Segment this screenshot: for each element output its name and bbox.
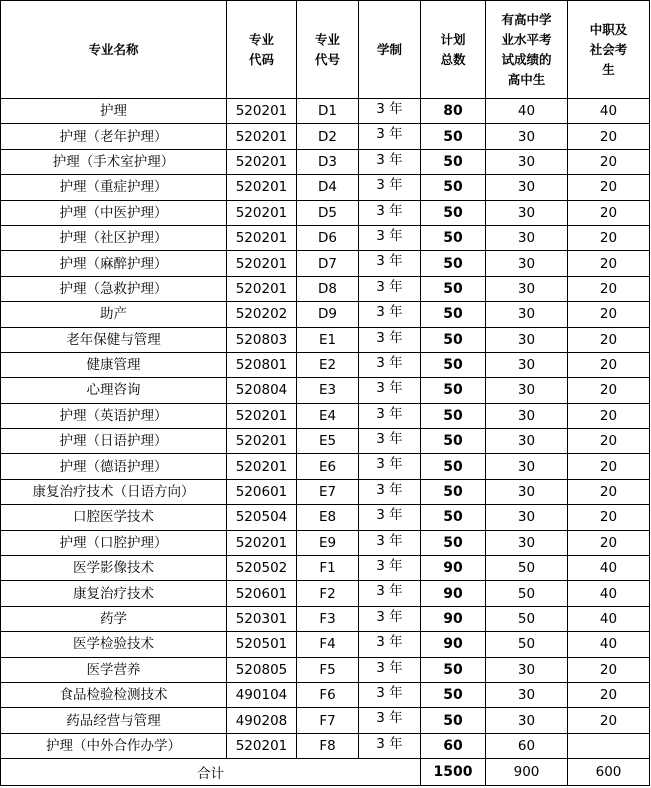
cell-study-length: 3 年 — [359, 606, 421, 631]
cell-plan-total: 90 — [421, 632, 486, 657]
cell-major-name: 护理（社区护理） — [1, 225, 227, 250]
cell-study-length: 3 年 — [359, 327, 421, 352]
header-row — [1, 1, 650, 99]
cell-major-code: 490104 — [227, 682, 297, 707]
cell-plan-total: 50 — [421, 403, 486, 428]
cell-plan-total: 50 — [421, 175, 486, 200]
cell-major-name: 康复治疗技术 — [1, 581, 227, 606]
cell-plan-total: 50 — [421, 276, 486, 301]
cell-major-code: 520803 — [227, 327, 297, 352]
cell-major-name: 健康管理 — [1, 352, 227, 377]
cell-major-code: 520805 — [227, 657, 297, 682]
cell-major-number: D5 — [297, 200, 359, 225]
cell-study-length: 3 年 — [359, 124, 421, 149]
cell-vocational: 20 — [568, 530, 650, 555]
cell-major-name: 护理（急救护理） — [1, 276, 227, 301]
cell-study-length: 3 年 — [359, 175, 421, 200]
cell-major-code: 520201 — [227, 276, 297, 301]
table-row — [1, 606, 650, 631]
cell-major-number: F2 — [297, 581, 359, 606]
cell-major-code: 520201 — [227, 200, 297, 225]
table-row — [1, 708, 650, 733]
table-row — [1, 505, 650, 530]
cell-major-name: 护理（重症护理） — [1, 175, 227, 200]
table-row — [1, 352, 650, 377]
table-row — [1, 149, 650, 174]
cell-major-code: 520201 — [227, 225, 297, 250]
cell-plan-total: 50 — [421, 530, 486, 555]
cell-major-code: 520201 — [227, 124, 297, 149]
cell-high-school: 30 — [486, 657, 568, 682]
cell-major-number: F4 — [297, 632, 359, 657]
cell-high-school: 30 — [486, 276, 568, 301]
cell-major-number: E7 — [297, 479, 359, 504]
cell-major-number: F8 — [297, 733, 359, 758]
cell-major-number: E2 — [297, 352, 359, 377]
cell-vocational: 20 — [568, 276, 650, 301]
cell-vocational: 40 — [568, 606, 650, 631]
cell-major-code: 520601 — [227, 479, 297, 504]
cell-vocational: 20 — [568, 327, 650, 352]
cell-study-length: 3 年 — [359, 454, 421, 479]
cell-study-length: 3 年 — [359, 378, 421, 403]
table-row — [1, 556, 650, 581]
cell-high-school: 50 — [486, 556, 568, 581]
cell-vocational: 20 — [568, 657, 650, 682]
cell-study-length: 3 年 — [359, 556, 421, 581]
cell-study-length: 3 年 — [359, 505, 421, 530]
cell-high-school: 30 — [486, 682, 568, 707]
cell-high-school: 30 — [486, 378, 568, 403]
table-body — [1, 99, 650, 759]
cell-vocational — [568, 733, 650, 758]
cell-study-length: 3 年 — [359, 99, 421, 124]
cell-plan-total: 50 — [421, 352, 486, 377]
cell-major-code: 520801 — [227, 352, 297, 377]
cell-vocational: 20 — [568, 682, 650, 707]
table-row — [1, 454, 650, 479]
cell-major-name: 医学影像技术 — [1, 556, 227, 581]
cell-vocational: 40 — [568, 556, 650, 581]
cell-plan-total: 50 — [421, 327, 486, 352]
table-row — [1, 581, 650, 606]
cell-study-length: 3 年 — [359, 581, 421, 606]
cell-vocational: 40 — [568, 581, 650, 606]
cell-major-code: 520504 — [227, 505, 297, 530]
table-row — [1, 302, 650, 327]
cell-major-code: 520502 — [227, 556, 297, 581]
cell-study-length: 3 年 — [359, 251, 421, 276]
cell-plan-total: 50 — [421, 149, 486, 174]
cell-major-code: 520202 — [227, 302, 297, 327]
cell-plan-total: 50 — [421, 302, 486, 327]
cell-vocational: 40 — [568, 99, 650, 124]
header-study-length: 学制 — [359, 1, 421, 99]
cell-major-name: 食品检验检测技术 — [1, 682, 227, 707]
cell-major-number: F7 — [297, 708, 359, 733]
cell-plan-total: 80 — [421, 99, 486, 124]
cell-high-school: 30 — [486, 429, 568, 454]
cell-major-code: 520601 — [227, 581, 297, 606]
cell-major-number: E1 — [297, 327, 359, 352]
header-major-number: 专业 代号 — [297, 1, 359, 99]
cell-high-school: 30 — [486, 454, 568, 479]
cell-study-length: 3 年 — [359, 225, 421, 250]
table-row — [1, 327, 650, 352]
cell-major-name: 护理（老年护理） — [1, 124, 227, 149]
table-row — [1, 124, 650, 149]
cell-study-length: 3 年 — [359, 733, 421, 758]
cell-vocational: 20 — [568, 200, 650, 225]
cell-study-length: 3 年 — [359, 479, 421, 504]
cell-major-code: 520201 — [227, 429, 297, 454]
header-major-name: 专业名称 — [1, 1, 227, 99]
cell-plan-total: 60 — [421, 733, 486, 758]
cell-high-school: 30 — [486, 251, 568, 276]
cell-vocational: 20 — [568, 352, 650, 377]
cell-major-name: 心理咨询 — [1, 378, 227, 403]
cell-high-school: 30 — [486, 149, 568, 174]
cell-major-code: 520201 — [227, 733, 297, 758]
cell-major-name: 医学检验技术 — [1, 632, 227, 657]
table-row — [1, 632, 650, 657]
cell-high-school: 30 — [486, 530, 568, 555]
table-row — [1, 200, 650, 225]
table-header — [1, 1, 650, 99]
cell-study-length: 3 年 — [359, 632, 421, 657]
cell-study-length: 3 年 — [359, 682, 421, 707]
cell-plan-total: 50 — [421, 225, 486, 250]
cell-major-number: F6 — [297, 682, 359, 707]
cell-vocational: 20 — [568, 454, 650, 479]
cell-study-length: 3 年 — [359, 302, 421, 327]
cell-plan-total: 50 — [421, 124, 486, 149]
cell-study-length: 3 年 — [359, 200, 421, 225]
cell-vocational: 20 — [568, 225, 650, 250]
cell-major-number: E8 — [297, 505, 359, 530]
total-label: 合计 — [1, 759, 421, 786]
cell-major-name: 康复治疗技术（日语方向） — [1, 479, 227, 504]
cell-high-school: 30 — [486, 200, 568, 225]
table-row — [1, 276, 650, 301]
cell-plan-total: 50 — [421, 505, 486, 530]
cell-high-school: 30 — [486, 479, 568, 504]
cell-major-number: D7 — [297, 251, 359, 276]
cell-major-number: D9 — [297, 302, 359, 327]
cell-plan-total: 50 — [421, 429, 486, 454]
cell-major-number: E3 — [297, 378, 359, 403]
table-row — [1, 733, 650, 758]
cell-major-name: 护理（手术室护理） — [1, 149, 227, 174]
cell-major-number: D1 — [297, 99, 359, 124]
cell-major-code: 490208 — [227, 708, 297, 733]
cell-high-school: 30 — [486, 352, 568, 377]
cell-major-number: E4 — [297, 403, 359, 428]
cell-major-code: 520201 — [227, 530, 297, 555]
cell-major-name: 护理（中外合作办学） — [1, 733, 227, 758]
cell-major-number: D6 — [297, 225, 359, 250]
cell-vocational: 20 — [568, 124, 650, 149]
total-row — [1, 759, 650, 786]
cell-major-number: E9 — [297, 530, 359, 555]
cell-major-number: D2 — [297, 124, 359, 149]
cell-major-code: 520301 — [227, 606, 297, 631]
table-row — [1, 403, 650, 428]
cell-high-school: 30 — [486, 327, 568, 352]
cell-major-name: 老年保健与管理 — [1, 327, 227, 352]
cell-study-length: 3 年 — [359, 403, 421, 428]
cell-vocational: 20 — [568, 302, 650, 327]
cell-plan-total: 50 — [421, 200, 486, 225]
cell-major-number: D8 — [297, 276, 359, 301]
cell-plan-total: 90 — [421, 581, 486, 606]
cell-vocational: 20 — [568, 403, 650, 428]
cell-major-name: 助产 — [1, 302, 227, 327]
cell-major-code: 520201 — [227, 175, 297, 200]
table-row — [1, 99, 650, 124]
cell-high-school: 50 — [486, 606, 568, 631]
cell-vocational: 20 — [568, 505, 650, 530]
header-plan-total: 计划 总数 — [421, 1, 486, 99]
cell-major-name: 口腔医学技术 — [1, 505, 227, 530]
cell-major-name: 护理 — [1, 99, 227, 124]
cell-major-name: 医学营养 — [1, 657, 227, 682]
header-vocational-students: 中职及 社会考 生 — [568, 1, 650, 99]
cell-major-code: 520201 — [227, 251, 297, 276]
cell-study-length: 3 年 — [359, 352, 421, 377]
cell-vocational: 40 — [568, 632, 650, 657]
cell-major-number: D4 — [297, 175, 359, 200]
table-row — [1, 530, 650, 555]
cell-major-name: 护理（麻醉护理） — [1, 251, 227, 276]
cell-plan-total: 50 — [421, 454, 486, 479]
header-major-code: 专业 代码 — [227, 1, 297, 99]
cell-vocational: 20 — [568, 479, 650, 504]
header-high-school-students: 有高中学 业水平考 试成绩的 高中生 — [486, 1, 568, 99]
cell-vocational: 20 — [568, 378, 650, 403]
cell-major-name: 护理（德语护理） — [1, 454, 227, 479]
cell-plan-total: 90 — [421, 606, 486, 631]
cell-high-school: 30 — [486, 403, 568, 428]
cell-major-name: 药品经营与管理 — [1, 708, 227, 733]
cell-major-code: 520201 — [227, 99, 297, 124]
table-row — [1, 251, 650, 276]
cell-plan-total: 90 — [421, 556, 486, 581]
cell-vocational: 20 — [568, 251, 650, 276]
cell-major-code: 520501 — [227, 632, 297, 657]
cell-high-school: 50 — [486, 632, 568, 657]
cell-major-name: 护理（口腔护理） — [1, 530, 227, 555]
cell-high-school: 30 — [486, 302, 568, 327]
cell-study-length: 3 年 — [359, 657, 421, 682]
cell-plan-total: 50 — [421, 682, 486, 707]
cell-high-school: 30 — [486, 225, 568, 250]
cell-high-school: 50 — [486, 581, 568, 606]
table-row — [1, 429, 650, 454]
cell-high-school: 60 — [486, 733, 568, 758]
total-high-school: 900 — [486, 759, 568, 786]
cell-study-length: 3 年 — [359, 530, 421, 555]
cell-major-number: D3 — [297, 149, 359, 174]
cell-major-number: E5 — [297, 429, 359, 454]
cell-major-number: F3 — [297, 606, 359, 631]
cell-plan-total: 50 — [421, 251, 486, 276]
table-row — [1, 378, 650, 403]
table-footer — [1, 759, 650, 786]
total-plan: 1500 — [421, 759, 486, 786]
cell-plan-total: 50 — [421, 708, 486, 733]
cell-study-length: 3 年 — [359, 708, 421, 733]
cell-major-number: E6 — [297, 454, 359, 479]
cell-major-name: 护理（英语护理） — [1, 403, 227, 428]
cell-high-school: 30 — [486, 175, 568, 200]
cell-major-code: 520201 — [227, 149, 297, 174]
cell-major-name: 护理（中医护理） — [1, 200, 227, 225]
total-vocational: 600 — [568, 759, 650, 786]
cell-study-length: 3 年 — [359, 429, 421, 454]
cell-high-school: 30 — [486, 708, 568, 733]
cell-study-length: 3 年 — [359, 149, 421, 174]
cell-vocational: 20 — [568, 708, 650, 733]
table-row — [1, 175, 650, 200]
cell-major-number: F5 — [297, 657, 359, 682]
cell-high-school: 30 — [486, 124, 568, 149]
table-row — [1, 682, 650, 707]
cell-plan-total: 50 — [421, 378, 486, 403]
table-row — [1, 225, 650, 250]
cell-vocational: 20 — [568, 429, 650, 454]
cell-major-name: 药学 — [1, 606, 227, 631]
cell-major-number: F1 — [297, 556, 359, 581]
cell-major-code: 520201 — [227, 454, 297, 479]
cell-major-code: 520201 — [227, 403, 297, 428]
cell-vocational: 20 — [568, 175, 650, 200]
table-row — [1, 479, 650, 504]
cell-major-code: 520804 — [227, 378, 297, 403]
cell-major-name: 护理（日语护理） — [1, 429, 227, 454]
cell-high-school: 40 — [486, 99, 568, 124]
cell-plan-total: 50 — [421, 479, 486, 504]
cell-high-school: 30 — [486, 505, 568, 530]
cell-plan-total: 50 — [421, 657, 486, 682]
cell-vocational: 20 — [568, 149, 650, 174]
table-row — [1, 657, 650, 682]
cell-study-length: 3 年 — [359, 276, 421, 301]
